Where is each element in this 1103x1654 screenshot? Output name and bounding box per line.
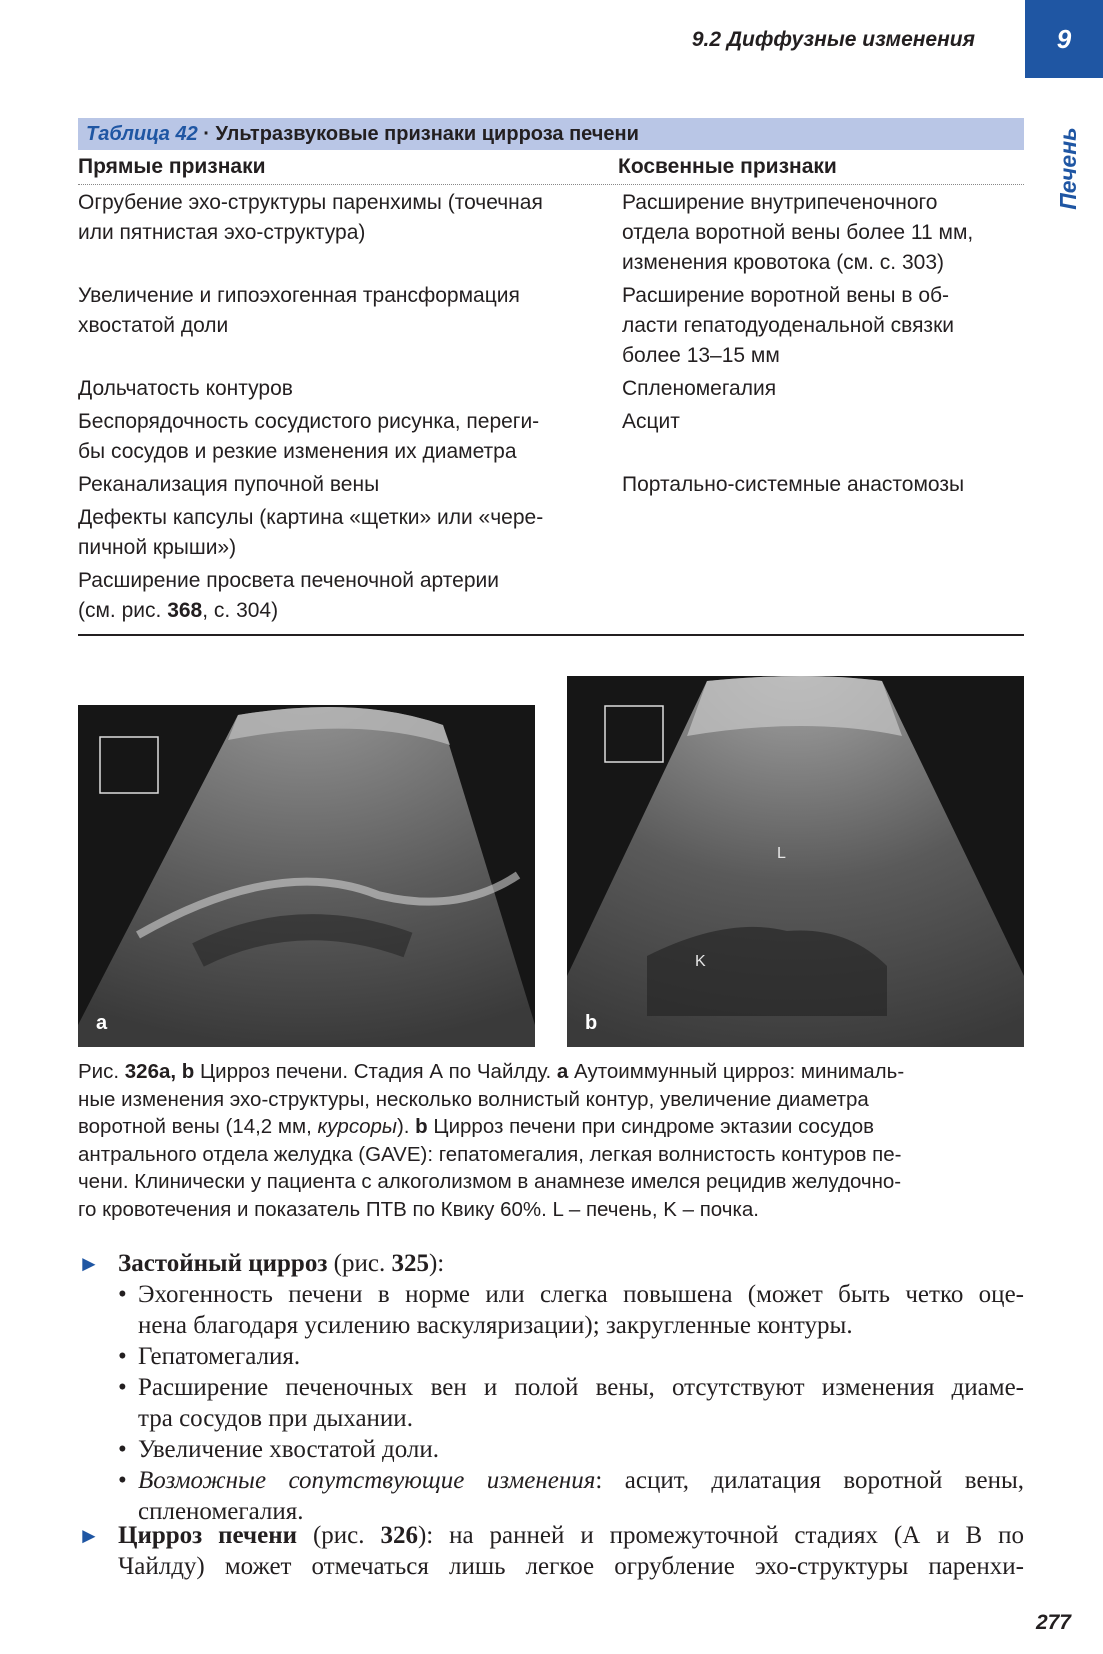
sub-bullet <box>118 1372 1024 1434</box>
sub-bullet-text: : асцит, дилатация воротной вены, <box>595 1467 1024 1494</box>
table-row <box>78 188 1024 278</box>
cell-line: Спленомегалия <box>622 377 777 400</box>
table-title: Ультразвуковые признаки цирроза печени <box>215 123 639 145</box>
bullet-arrow-icon: ► <box>78 1523 100 1548</box>
ultrasound-image-a <box>78 705 535 1047</box>
marker-K: K <box>695 953 706 970</box>
caption-italic: курсоры <box>317 1115 397 1138</box>
figure-label-a: a <box>96 1012 108 1034</box>
table-row <box>78 503 1024 563</box>
caption-prefix: Рис. <box>78 1060 125 1083</box>
ultrasound-a-graphic <box>78 705 535 1047</box>
caption-text: Цирроз печени при синдроме эктазии сосудов <box>427 1115 875 1138</box>
cell-indirect <box>622 281 1024 371</box>
sub-bullet <box>118 1279 1024 1341</box>
cell-indirect <box>622 407 1024 467</box>
signs-table <box>78 118 1024 636</box>
caption-text: Аутоиммунный цирроз: минималь- <box>568 1060 905 1083</box>
chapter-tab[interactable]: 9 <box>1025 0 1103 78</box>
sub-bullet-text: Увеличение хвостатой доли. <box>138 1436 440 1463</box>
sub-bullet-text: Расширение печеночных вен и полой вены, отсутствуют изменения диаме- <box>138 1374 1024 1401</box>
cell-line: ласти гепатодуоденальной связки <box>622 314 954 337</box>
caption-text: го кровотечения и показатель ПТВ по Квику 60%. L – печень, K – почка. <box>78 1197 759 1221</box>
cell-indirect <box>622 374 1024 404</box>
sub-bullet <box>118 1434 1024 1465</box>
bullet-dot-icon: • <box>118 1374 127 1401</box>
cell-direct <box>78 407 622 467</box>
table-row <box>78 566 1024 626</box>
table-number: Таблица 42 <box>86 123 198 145</box>
cell-line: бы сосудов и резкие изменения их диаметра <box>78 440 517 463</box>
bullet-text: ): на ранней и промежуточной стадиях (А и В по <box>417 1522 1024 1549</box>
marker-L: L <box>777 845 786 862</box>
cell-line: Портально-системные анастомозы <box>622 473 965 496</box>
figure-ref: 326 <box>380 1522 418 1549</box>
bullet-title: Застойный цирроз <box>118 1250 328 1277</box>
bullet-dot-icon: • <box>118 1343 127 1370</box>
sub-bullet-text: спленомегалия. <box>138 1498 304 1525</box>
cell-line: Расширение воротной вены в об- <box>622 284 950 307</box>
cell-direct <box>78 281 622 371</box>
bullet-text: Чайлду) может отмечаться лишь легкое огрубление эхо-структуры паренхи- <box>118 1553 1024 1580</box>
sub-bullet-text: нена благодаря усилению васкуляризации); закругленные контуры. <box>138 1312 853 1339</box>
cell-line: Увеличение и гипоэхогенная трансформация <box>78 284 520 307</box>
caption-title: Цирроз печени. Стадия А по Чайлду. <box>194 1060 557 1083</box>
cell-direct <box>78 503 622 563</box>
figure-caption <box>78 1058 1024 1223</box>
sub-bullet <box>118 1341 1024 1372</box>
cell-line: хвостатой доли <box>78 314 229 337</box>
table-row <box>78 281 1024 371</box>
cell-direct <box>78 566 622 626</box>
table-row <box>78 470 1024 500</box>
sub-bullet-text: Гепатомегалия. <box>138 1343 301 1370</box>
cell-indirect <box>622 188 1024 278</box>
caption-text: чени. Клинически у пациента с алкоголизмом в анамнезе имелся рецидив желудочно- <box>78 1170 902 1193</box>
caption-figure-ref: 326a, b <box>124 1060 195 1083</box>
bullet-text: ): <box>428 1250 445 1277</box>
caption-a-label: a <box>556 1060 569 1083</box>
caption-text: ). <box>396 1115 416 1138</box>
table-caption <box>78 118 1024 150</box>
bullet-congestive-cirrhosis <box>78 1248 1024 1527</box>
cell-line: Расширение внутрипеченочного <box>622 191 938 214</box>
cell-direct <box>78 374 622 404</box>
table-caption-separator: · <box>197 123 216 145</box>
cell-line: Огрубение эхо-структуры паренхимы (точечная <box>78 191 543 214</box>
table-bottom-rule <box>78 634 1024 636</box>
table-row <box>78 374 1024 404</box>
bullet-dot-icon: • <box>118 1467 127 1494</box>
cell-indirect <box>622 566 1024 626</box>
caption-text: ные изменения эхо-структуры, несколько волнистый контур, увеличение диаметра <box>78 1087 869 1111</box>
cell-direct <box>78 188 622 278</box>
bullet-liver-cirrhosis <box>78 1520 1024 1582</box>
sub-bullet-italic: Возможные сопутствующие изменения <box>138 1467 596 1494</box>
ultrasound-b-graphic <box>567 676 1024 1047</box>
cell-line: Расширение просвета печеночной артерии <box>78 569 499 592</box>
cell-line: Асцит <box>622 410 680 433</box>
cell-line: более 13–15 мм <box>622 344 780 367</box>
cell-line: Беспорядочность сосудистого рисунка, переги- <box>78 410 540 433</box>
cell-direct <box>78 470 622 500</box>
bullet-arrow-icon: ► <box>78 1251 100 1276</box>
sub-bullet <box>118 1465 1024 1527</box>
bullet-text: (рис. <box>297 1522 381 1549</box>
cell-line: изменения кровотока (см. с. 303) <box>622 251 944 274</box>
running-header: 9.2 Диффузные изменения <box>691 28 975 51</box>
col-header-indirect: Косвенные признаки <box>618 155 837 178</box>
ultrasound-image-b <box>567 676 1024 1047</box>
bullet-text: (рис. <box>327 1250 392 1277</box>
bullet-dot-icon: • <box>118 1436 127 1463</box>
cell-line: Реканализация пупочной вены <box>78 473 380 496</box>
cell-line: (см. рис. <box>78 599 168 622</box>
figure-ref: 325 <box>391 1250 429 1277</box>
caption-b-label: b <box>415 1115 428 1138</box>
figure-ref: 368 <box>167 599 203 622</box>
cell-line: или пятнистая эхо-структура) <box>78 221 366 244</box>
side-chapter-label <box>1053 118 1083 218</box>
bullet-title: Цирроз печени <box>118 1522 298 1549</box>
side-label-text: Печень <box>1054 126 1081 210</box>
cell-indirect <box>622 470 1024 500</box>
sub-bullet-text: тра сосудов при дыхании. <box>138 1405 413 1432</box>
cell-line: пичной крыши») <box>78 536 237 559</box>
table-header-row <box>78 150 1024 185</box>
cell-line: , с. 304) <box>202 599 279 622</box>
sub-bullet-text: Эхогенность печени в норме или слегка повышена (может быть четко оце- <box>138 1281 1024 1308</box>
bullet-dot-icon: • <box>118 1281 127 1308</box>
cell-line: Дефекты капсулы (картина «щетки» или «чере- <box>78 506 544 529</box>
table-row <box>78 407 1024 467</box>
cell-line: Дольчатость контуров <box>78 377 293 400</box>
figure-label-b: b <box>585 1012 598 1034</box>
page-number: 277 <box>1035 1611 1071 1634</box>
cell-line: отдела воротной вены более 11 мм, <box>622 221 974 244</box>
caption-text: антрального отдела желудка (GAVE): гепатомегалия, легкая волнистость контуров пе- <box>78 1142 902 1166</box>
caption-text: воротной вены (14,2 мм, <box>78 1115 318 1138</box>
col-header-direct: Прямые признаки <box>78 155 266 178</box>
cell-indirect <box>622 503 1024 563</box>
